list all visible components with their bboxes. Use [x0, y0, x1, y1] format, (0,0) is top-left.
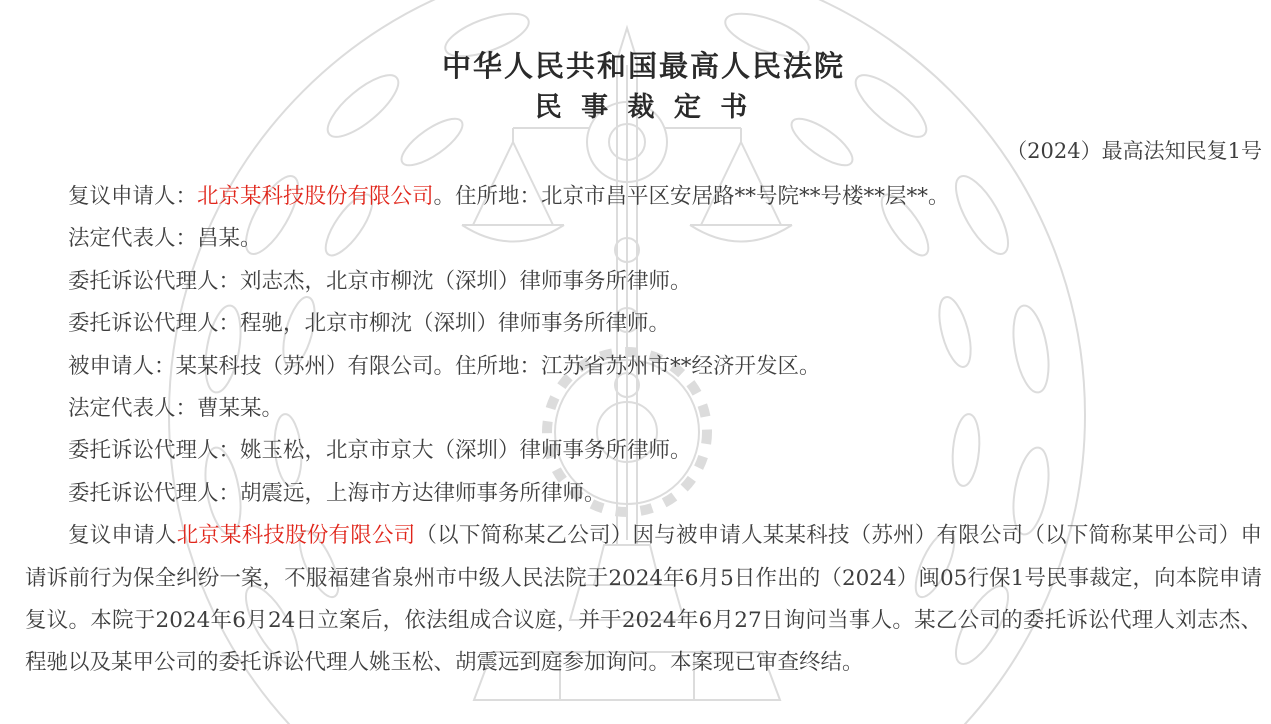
party-line-text: 委托诉讼代理人：胡震远，上海市方达律师事务所律师。 — [68, 480, 606, 506]
document-type-title: 民 事 裁 定 书 — [534, 92, 753, 123]
case-number: （2024）最高法知民复1号 — [1006, 139, 1262, 163]
company-name-highlight: 北京某科技股份有限公司 — [197, 184, 434, 209]
court-name-title: 中华人民共和国最高人民法院 — [441, 49, 845, 83]
party-line-attorney-3 — [25, 430, 1262, 472]
party-line-attorney-2 — [25, 303, 1262, 345]
paragraph-text: （以下简称某乙公司）因与被申请人某某科技（苏州）有限公司（以下简称某甲公司）申请诉前行为保全纠纷一案，不服福建省泉州市中级人民法院于2024年6月5日作出的（2024）闽05行保1号民事裁定，向本院申请复议。本院于2024年6月24日立案后，依法组成合议庭，并于2024年6月27日询问当事人。某乙公司的委托诉讼代理人刘志杰、程驰以及某甲公司的委托诉讼代理人姚玉松、胡震远到庭参加询问。本案现已审查终结。 — [25, 523, 1262, 676]
party-line-legal-rep-1 — [25, 218, 1262, 260]
party-line-text: 委托诉讼代理人：姚玉松，北京市京大（深圳）律师事务所律师。 — [68, 438, 692, 464]
party-line-text: 被申请人：某某科技（苏州）有限公司。住所地：江苏省苏州市**经济开发区。 — [68, 353, 821, 379]
procedure-paragraph — [25, 515, 1262, 685]
party-line-respondent — [25, 346, 1262, 388]
paragraph-text: 复议申请人 — [68, 523, 177, 549]
party-line-legal-rep-2 — [25, 388, 1262, 430]
party-line-text: 委托诉讼代理人：刘志杰，北京市柳沈（深圳）律师事务所律师。 — [68, 268, 692, 294]
party-line-text: 法定代表人：曹某某。 — [68, 396, 284, 422]
company-name-highlight: 北京某科技股份有限公司 — [176, 523, 416, 549]
party-line-text: 。住所地：北京市昌平区安居路**号院**号楼**层**。 — [433, 184, 950, 209]
party-line-text: 法定代表人：昌某。 — [68, 226, 262, 252]
party-line-attorney-4 — [25, 473, 1262, 515]
party-line-text: 委托诉讼代理人：程驰，北京市柳沈（深圳）律师事务所律师。 — [68, 311, 671, 337]
document-body — [25, 176, 1262, 685]
party-line-attorney-1 — [25, 261, 1262, 303]
party-line-text: 复议申请人： — [68, 184, 198, 209]
party-line-review-applicant — [25, 176, 1262, 218]
